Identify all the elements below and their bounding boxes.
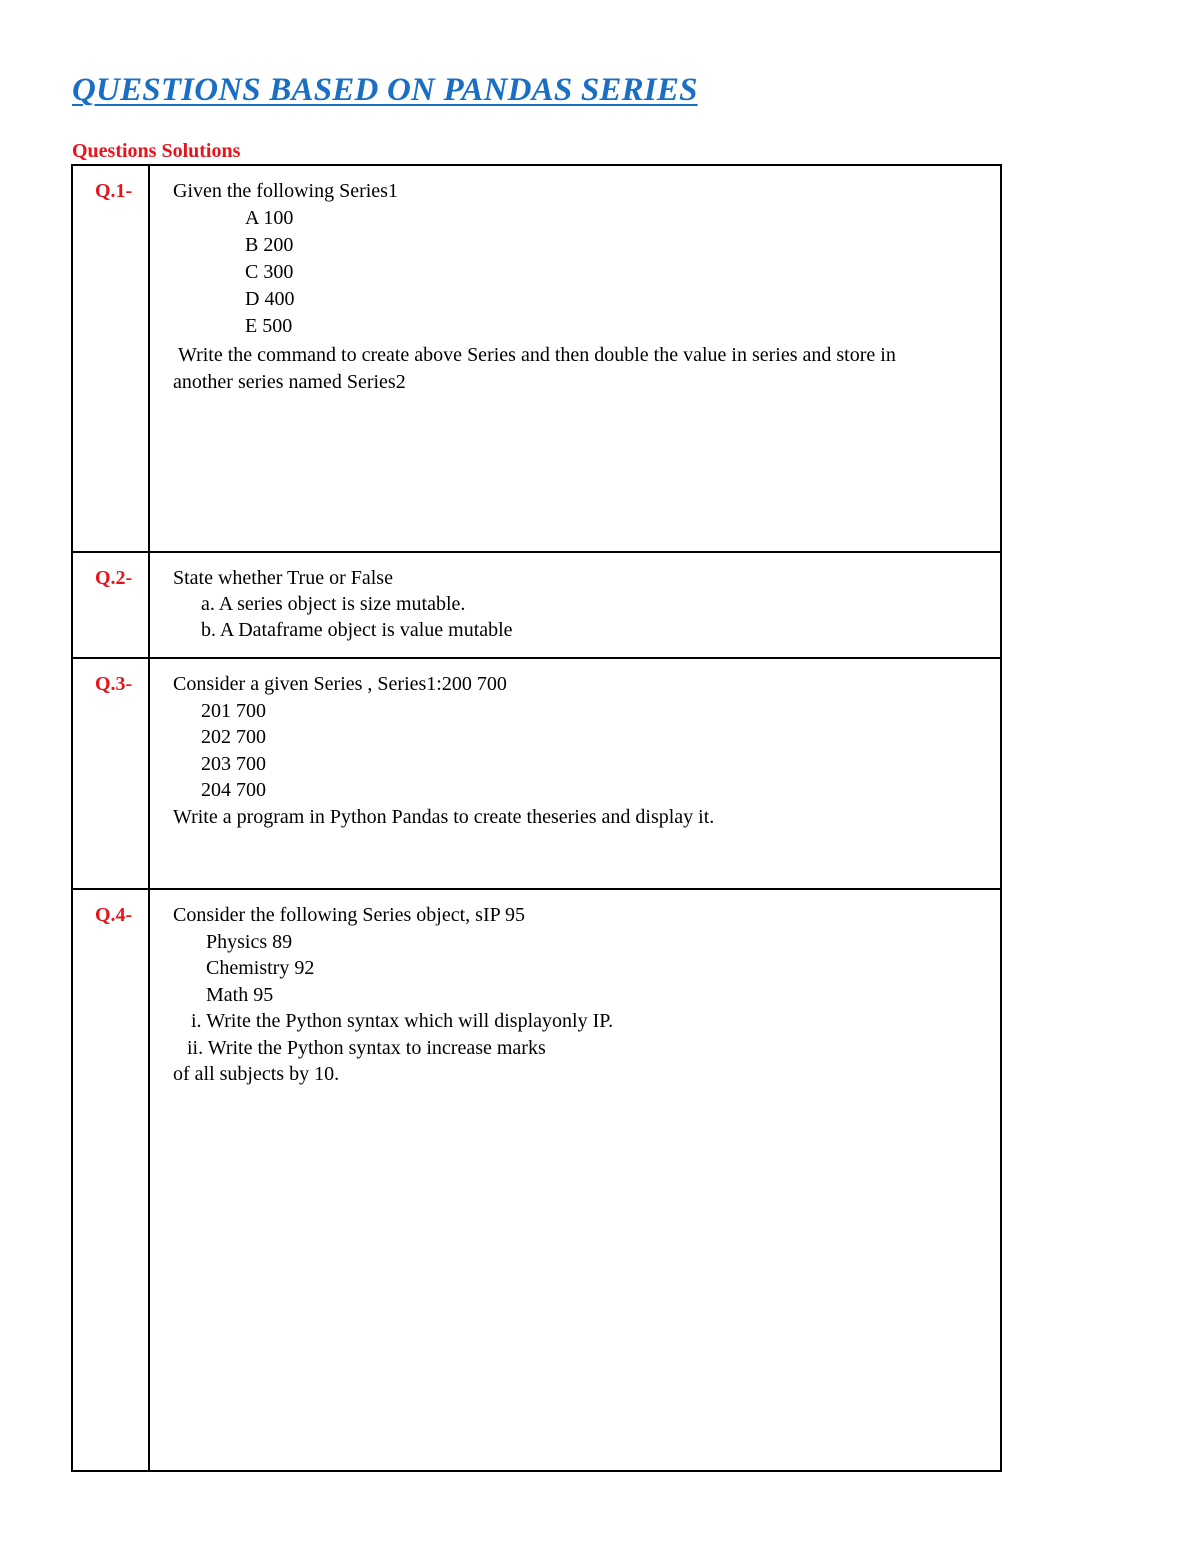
table-caption: Questions Solutions [72,140,241,162]
series-entry: 202 700 [201,726,266,748]
question-number-cell [73,166,150,553]
series-entry: C 300 [245,261,294,283]
sub-question: ii. Write the Python syntax to increase marks [187,1036,546,1059]
question-line: Consider the following Series object, sIP 95 [173,904,525,926]
question-text [173,902,980,1088]
sub-question: i. Write the Python syntax which will displayonly IP. [191,1010,614,1032]
question-number-cell [73,659,150,890]
question-line: Consider a given Series , Series1:200 700 [173,673,507,695]
question-number: Q.3- [95,673,133,695]
series-entry: 201 700 [201,699,266,722]
question-text [173,671,980,830]
question-row-2 [73,551,1000,659]
series-entry: Math 95 [206,983,274,1006]
series-entry: A 100 [245,207,294,229]
question-row-4 [73,888,1000,1472]
question-row-1 [73,166,1000,553]
option-item: a. A series object is size mutable. [201,593,466,615]
question-line: State whether True or False [173,567,393,589]
question-number: Q.1- [95,180,133,202]
question-row-3 [73,657,1000,890]
option-item: b. A Dataframe object is value mutable [201,619,513,641]
series-entry: Physics 89 [206,930,293,953]
sub-question-continuation: of all subjects by 10. [173,1063,340,1085]
series-entry: E 500 [245,315,293,337]
series-entry: B 200 [245,234,294,256]
question-text [173,178,980,396]
series-entry: 203 700 [201,752,266,775]
question-line: Given the following Series1 [173,180,398,202]
series-entry: D 400 [245,288,295,310]
questions-table [71,164,1002,1472]
question-text [173,565,980,643]
question-number-cell [73,890,150,1472]
question-number: Q.4- [95,904,133,926]
series-entry: 204 700 [201,779,266,801]
document-title: QUESTIONS BASED ON PANDAS SERIES [72,72,698,108]
question-instruction: Write a program in Python Pandas to create theseries and display it. [173,805,715,828]
question-number: Q.2- [95,567,133,589]
series-entry: Chemistry 92 [206,957,315,979]
question-instruction: Write the command to create above Series and then double the value in series and store in another series named Series2 [173,344,901,393]
question-number-cell [73,553,150,659]
